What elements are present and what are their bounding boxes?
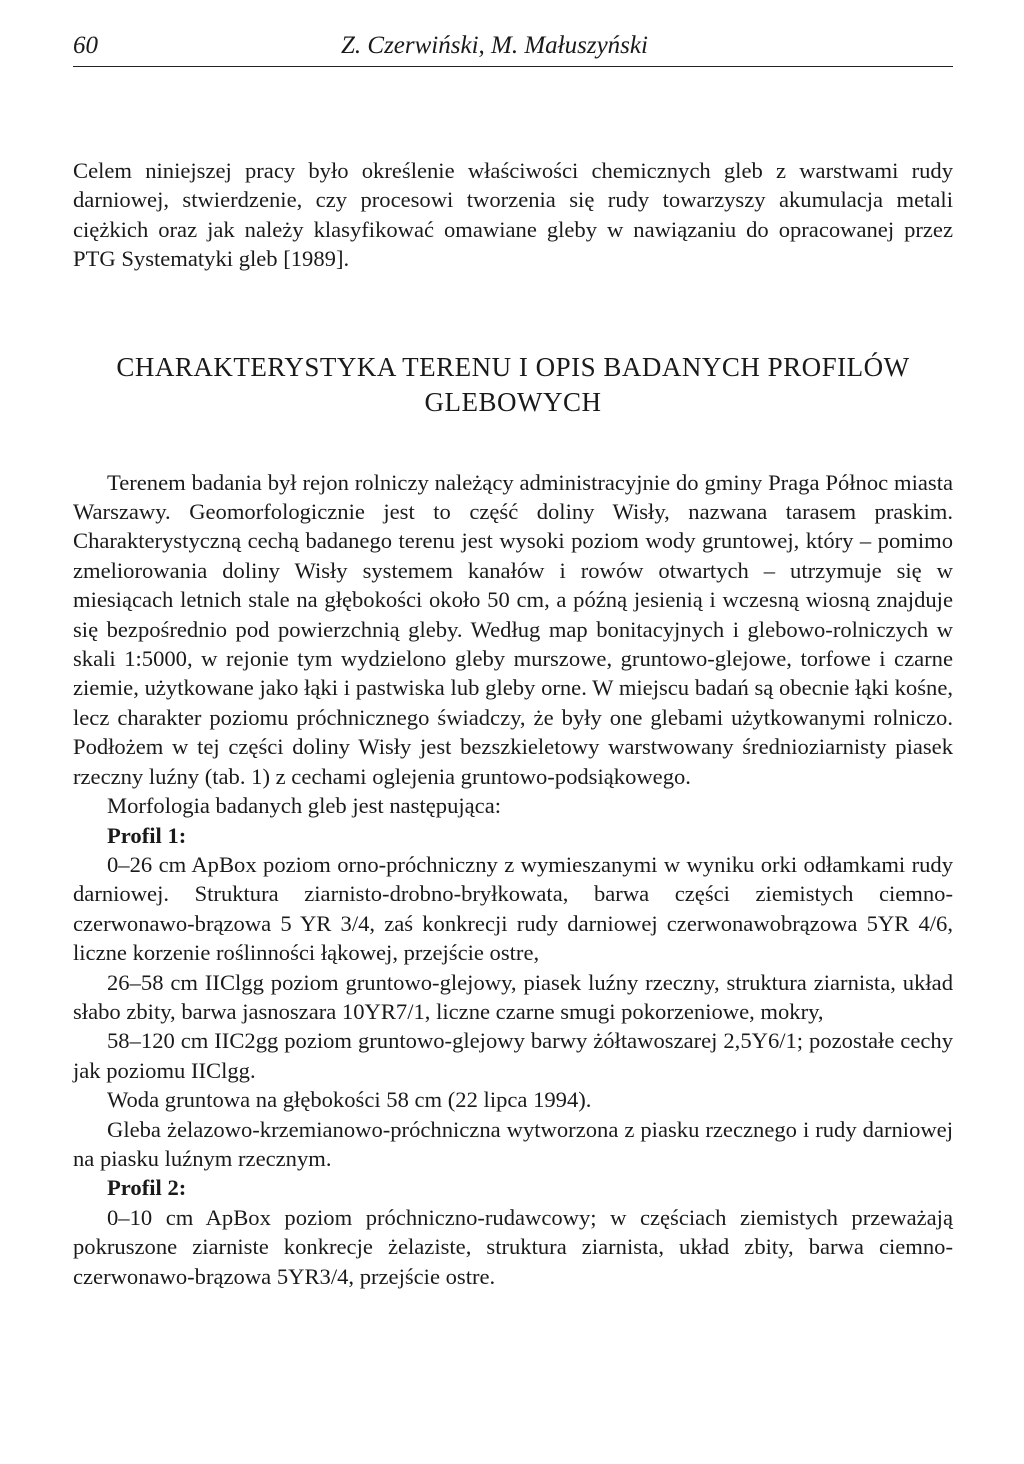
running-header (73, 28, 953, 67)
intro-paragraph: Celem niniejszej pracy było określenie właściwości chemicznych gleb z warstwami rudy darniowej, stwierdzenie, czy procesowi tworzenia się rudy towarzyszy akumulacja metali ciężkich oraz jak należy klasyfikować omawiane gleby w nawiązaniu do opracowanej przez PTG Systematyki gleb [1989]. (73, 158, 953, 272)
section-heading: CHARAKTERYSTYKA TERENU I OPIS BADANYCH PROFILÓW GLEBOWYCH (116, 351, 910, 417)
profile-1-horizon-2: 26–58 cm IIClgg poziom gruntowo-glejowy, piasek luźny rzeczny, struktura ziarnista, układ słabo zbity, barwa jasnoszara 10YR7/1, liczne czarne smugi pokorzeniowe, mokry, (73, 969, 953, 1024)
profile-1-soil-type: Gleba żelazowo-krzemianowo-próchniczna wytworzona z piasku rzecznego i rudy darniowej na piasku luźnym rzecznym. (73, 1116, 953, 1171)
profile-2-heading: Profil 2: (107, 1175, 187, 1201)
profile-1-horizon-3: 58–120 cm IIC2gg poziom gruntowo-glejowy barwy żółtawoszarej 2,5Y6/1; pozostałe cechy jak poziomu IIClgg. (73, 1028, 953, 1083)
profile-1-heading: Profil 1: (107, 822, 187, 848)
profile-2-horizon-1: 0–10 cm ApBox poziom próchniczno-rudawcowy; w częściach ziemistych przeważają pokruszone ziarniste konkrecje żelaziste, struktura ziarnista, układ zbity, barwa ciemno-czerwonawo-brązowa 5YR3/4, przejście ostre. (73, 1204, 953, 1289)
page-number: 60 (73, 32, 98, 59)
morphology-intro: Morfologia badanych gleb jest następująca: (107, 793, 502, 819)
profile-1-groundwater: Woda gruntowa na głębokości 58 cm (22 lipca 1994). (107, 1087, 592, 1113)
profile-1-horizon-1: 0–26 cm ApBox poziom orno-próchniczny z wymieszanymi w wyniku orki odłamkami rudy darniowej. Struktura ziarnisto-drobno-bryłkowata, barwa części ziemistych ciemno-czerwonawo-brązowa 5 YR 3/4, zaś konkrecji rudy darniowej czerwonawobrązowa 5YR 4/6, liczne korzenie roślinności łąkowej, przejście ostre, (73, 851, 953, 966)
document-page (73, 28, 953, 1291)
authors-header: Z. Czerwiński, M. Małuszyński (341, 32, 648, 59)
site-description-paragraph: Terenem badania był rejon rolniczy należący administracyjnie do gminy Praga Północ miasta Warszawy. Geomorfologicznie jest to część doliny Wisły, nazwana tarasem praskim. Charakterystyczną cechą badanego terenu jest wysoki poziom wody gruntowej, który – pomimo zmeliorowania doliny Wisły systemem kanałów i rowów otwartych – utrzymuje się w miesiącach letnich stale na głębokości około 50 cm, a późną jesienią i wczesną wiosną znajduje się bezpośrednio pod powierzchnią gleby. Według map bonitacyjnych i glebowo-rolniczych w skali 1:5000, w rejonie tym wydzielono gleby murszowe, gruntowo-glejowe, torfowe i czarne ziemie, użytkowane jako łąki i pastwiska lub gleby orne. W miejscu badań są obecnie łąki kośne, lecz charakter poziomu próchnicznego świadczy, że były one glebami użytkowanymi rolniczo. Podłożem w tej części doliny Wisły jest bezszkieletowy warstwowany średnioziarnisty piasek rzeczny luźny (tab. 1) z cechami oglejenia gruntowo-podsiąkowego. (73, 469, 953, 789)
